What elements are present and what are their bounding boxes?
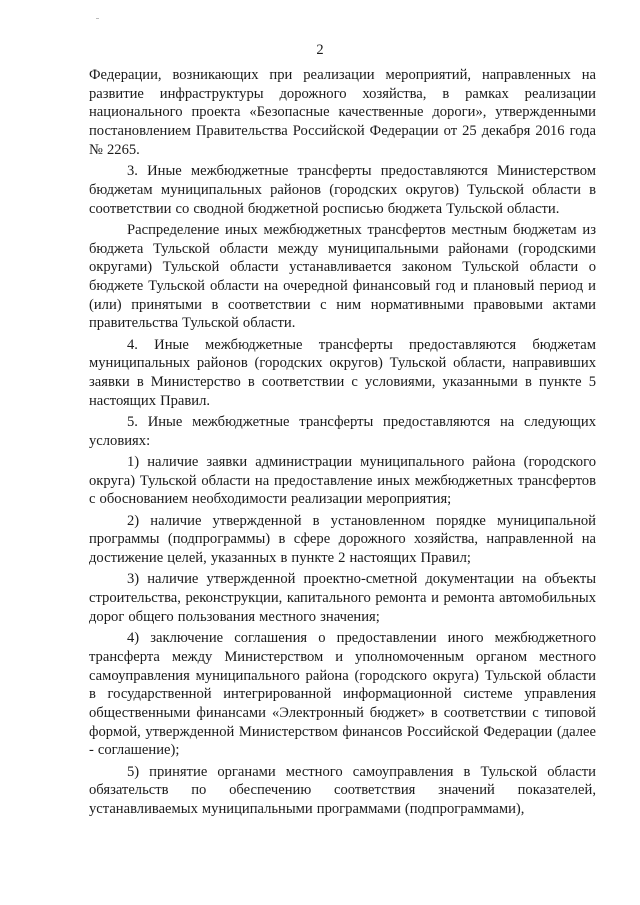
condition-1: 1) наличие заявки администрации муниципального района (городского округа) Тульской области на предоставление иных межбюджетных трансфертов с обоснованием необходимости реализации мероприятия; [89,454,596,508]
paragraph-item-4: 4. Иные межбюджетные трансферты предоставляются бюджетам муниципальных районов (городских округов) Тульской области, направивших заявки в Министерство в соответствии с условиями, указанными в пункте 5 настоящих Правил. [89,336,596,409]
paragraph-item-3: 3. Иные межбюджетные трансферты предоставляются Министерством бюджетам муниципальных районов (городских округов) Тульской области в соответствии со сводной бюджетной росписью бюджета Тульской области. [89,163,596,217]
paragraph-item-5: 5. Иные межбюджетные трансферты предоставляются на следующих условиях: [89,414,596,449]
condition-5: 5) принятие органами местного самоуправления в Тульской области обязательств по обеспечению соответствия значений показателей, устанавливаемых муниципальными программами (подпрограммами), [89,763,596,818]
condition-3: 3) наличие утвержденной проектно-сметной документации на объекты строительства, реконструкции, капитального ремонта и ремонта автомобильных дорог общего пользования местного значения; [89,571,596,625]
condition-4: 4) заключение соглашения о предоставлении иного межбюджетного трансферта между Министерством и уполномоченным органом местного самоуправления муниципального района (городского округа) Тульской области в государственной интегрированной информационной системе управления общественными финансами «Электронный бюджет» в соответствии с типовой формой, утвержденной Министерством финансов Российской Федерации (далее - соглашение); [89,630,596,759]
paragraph-distribution: Распределение иных межбюджетных трансфертов местным бюджетам из бюджета Тульской области между муниципальными районами (городскими округами) Тульской области устанавливается законом Тульской области о бюджете Тульской области на очередной финансовый год и плановый период и (или) принятыми в соответствии с ним нормативными правовыми актами правительства Тульской области. [89,221,596,332]
scan-mark [96,18,99,19]
condition-2: 2) наличие утвержденной в установленном порядке муниципальной программы (подпрограммы) в сфере дорожного хозяйства, направленной на достижение целей, указанных в пункте 2 настоящих Правил; [89,512,596,567]
document-body [89,66,596,821]
paragraph-continuation: Федерации, возникающих при реализации мероприятий, направленных на развитие инфраструктуры дорожного хозяйства, в рамках реализации национального проекта «Безопасные качественные дороги», утвержденными постановлением Правительства Российской Федерации от 25 декабря 2016 года № 2265. [89,67,596,158]
page-number: 2 [316,42,324,58]
